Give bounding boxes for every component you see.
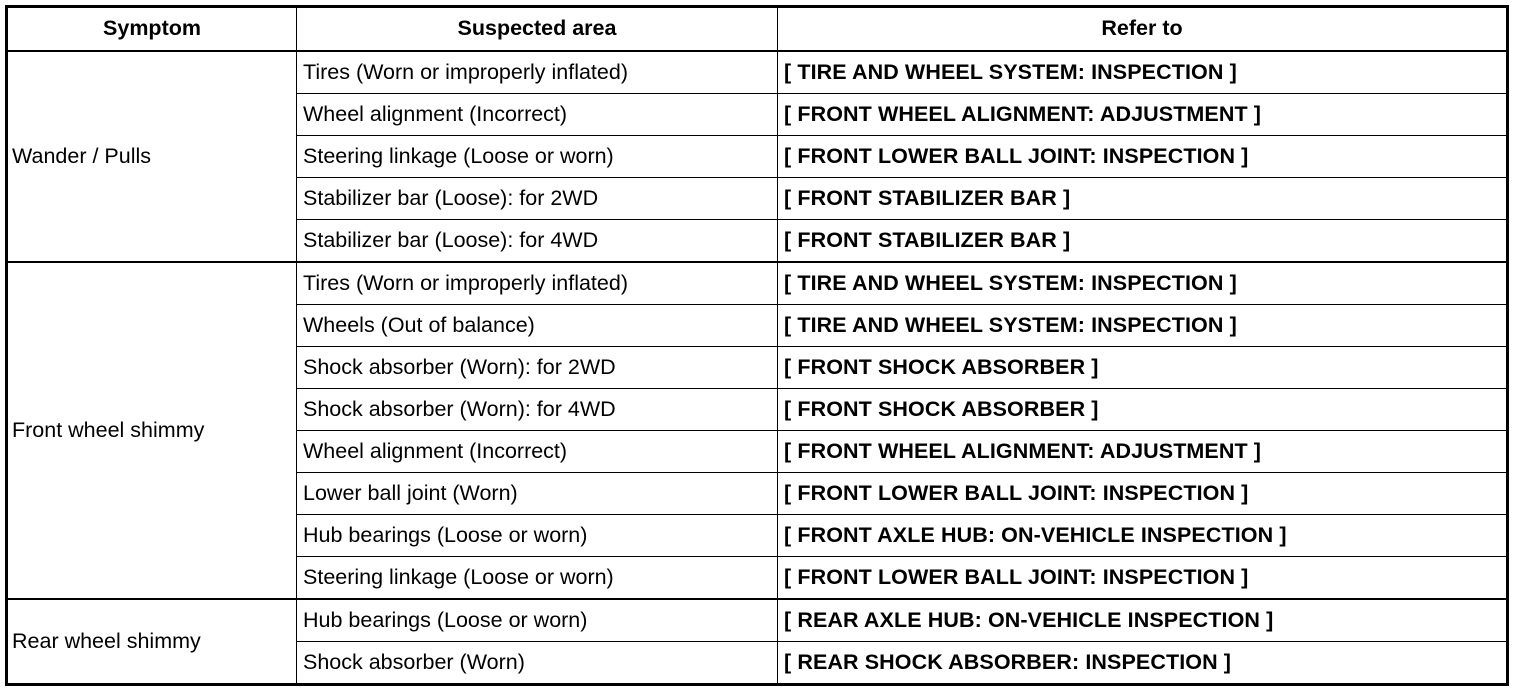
suspected-area-cell: Stabilizer bar (Loose): for 2WD [297, 178, 778, 220]
suspected-area-cell: Shock absorber (Worn) [297, 642, 778, 685]
refer-to-link[interactable]: [ FRONT STABILIZER BAR ] [778, 220, 1508, 263]
symptom-cell: Rear wheel shimmy [7, 599, 297, 685]
refer-to-link[interactable]: [ FRONT LOWER BALL JOINT: INSPECTION ] [778, 473, 1508, 515]
suspected-area-cell: Wheel alignment (Incorrect) [297, 94, 778, 136]
refer-to-link[interactable]: [ TIRE AND WHEEL SYSTEM: INSPECTION ] [778, 262, 1508, 305]
refer-to-link[interactable]: [ FRONT WHEEL ALIGNMENT: ADJUSTMENT ] [778, 94, 1508, 136]
suspected-area-cell: Wheel alignment (Incorrect) [297, 431, 778, 473]
suspected-area-cell: Shock absorber (Worn): for 2WD [297, 347, 778, 389]
header-refer-to: Refer to [778, 7, 1508, 52]
header-symptom: Symptom [7, 7, 297, 52]
header-row [7, 7, 1508, 52]
refer-to-link[interactable]: [ FRONT LOWER BALL JOINT: INSPECTION ] [778, 557, 1508, 600]
refer-to-link[interactable]: [ REAR SHOCK ABSORBER: INSPECTION ] [778, 642, 1508, 685]
suspected-area-cell: Hub bearings (Loose or worn) [297, 599, 778, 642]
table-body [7, 51, 1508, 685]
suspected-area-cell: Hub bearings (Loose or worn) [297, 515, 778, 557]
refer-to-link[interactable]: [ TIRE AND WHEEL SYSTEM: INSPECTION ] [778, 305, 1508, 347]
refer-to-link[interactable]: [ FRONT WHEEL ALIGNMENT: ADJUSTMENT ] [778, 431, 1508, 473]
suspected-area-cell: Lower ball joint (Worn) [297, 473, 778, 515]
troubleshooting-table [5, 5, 1509, 686]
suspected-area-cell: Steering linkage (Loose or worn) [297, 136, 778, 178]
symptom-cell: Wander / Pulls [7, 51, 297, 262]
refer-to-link[interactable]: [ FRONT LOWER BALL JOINT: INSPECTION ] [778, 136, 1508, 178]
table-row [7, 51, 1508, 94]
header-suspected-area: Suspected area [297, 7, 778, 52]
symptom-cell: Front wheel shimmy [7, 262, 297, 599]
suspected-area-cell: Wheels (Out of balance) [297, 305, 778, 347]
refer-to-link[interactable]: [ FRONT STABILIZER BAR ] [778, 178, 1508, 220]
suspected-area-cell: Shock absorber (Worn): for 4WD [297, 389, 778, 431]
refer-to-link[interactable]: [ FRONT AXLE HUB: ON-VEHICLE INSPECTION ] [778, 515, 1508, 557]
table-header [7, 7, 1508, 52]
refer-to-link[interactable]: [ FRONT SHOCK ABSORBER ] [778, 347, 1508, 389]
refer-to-link[interactable]: [ REAR AXLE HUB: ON-VEHICLE INSPECTION ] [778, 599, 1508, 642]
suspected-area-cell: Steering linkage (Loose or worn) [297, 557, 778, 600]
suspected-area-cell: Stabilizer bar (Loose): for 4WD [297, 220, 778, 263]
suspected-area-cell: Tires (Worn or improperly inflated) [297, 262, 778, 305]
refer-to-link[interactable]: [ FRONT SHOCK ABSORBER ] [778, 389, 1508, 431]
suspected-area-cell: Tires (Worn or improperly inflated) [297, 51, 778, 94]
refer-to-link[interactable]: [ TIRE AND WHEEL SYSTEM: INSPECTION ] [778, 51, 1508, 94]
table-row [7, 599, 1508, 642]
table-row [7, 262, 1508, 305]
